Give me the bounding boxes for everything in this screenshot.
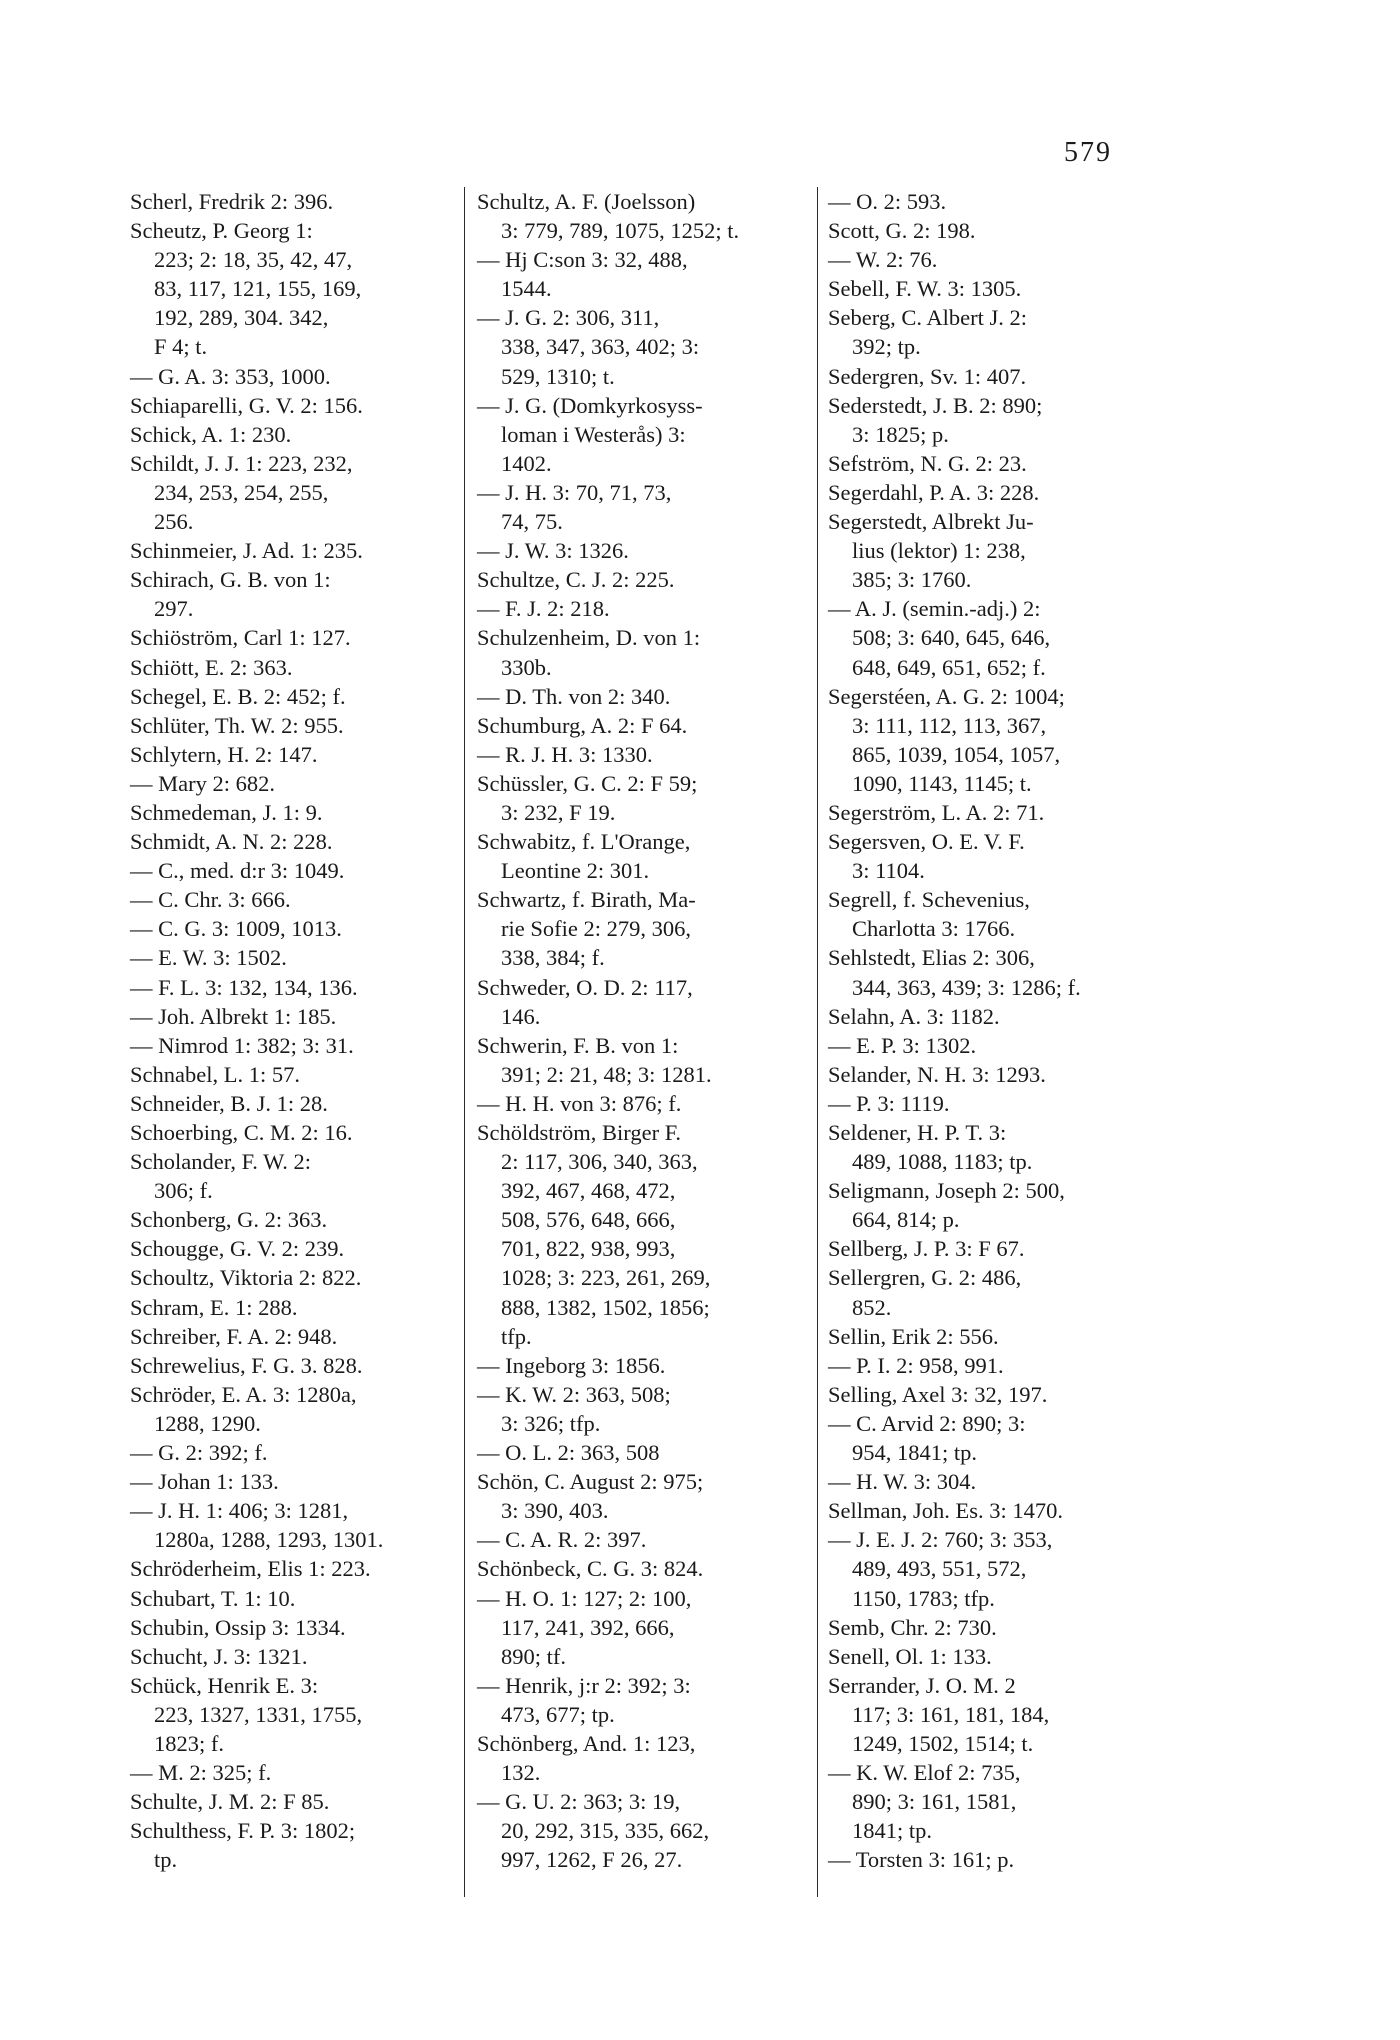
index-entry-continuation: 852.	[852, 1294, 892, 1320]
index-entry-continuation: 20, 292, 315, 335, 662,	[501, 1818, 710, 1844]
index-entry: Schüssler, G. C. 2: F 59;	[477, 770, 698, 796]
index-entry: — C., med. d:r 3: 1049.	[130, 858, 345, 884]
index-entry-continuation: 489, 493, 551, 572,	[852, 1556, 1027, 1582]
index-entry-continuation: 1841; tp.	[852, 1818, 933, 1844]
index-entry: — A. J. (semin.-adj.) 2:	[828, 596, 1041, 622]
index-entry-continuation: tp.	[154, 1847, 178, 1873]
index-entry: — Johan 1: 133.	[130, 1469, 279, 1495]
index-entry-continuation: 1249, 1502, 1514; t.	[852, 1730, 1034, 1756]
index-entry-continuation: 2: 117, 306, 340, 363,	[501, 1149, 698, 1175]
index-entry-continuation: 888, 1382, 1502, 1856;	[501, 1294, 710, 1320]
index-entry: Selahn, A. 3: 1182.	[828, 1003, 1000, 1029]
index-entry: — C. Arvid 2: 890; 3:	[828, 1410, 1026, 1436]
index-entry: Seligmann, Joseph 2: 500,	[828, 1178, 1065, 1204]
index-entry: — Hj C:son 3: 32, 488,	[477, 247, 688, 273]
index-entry-continuation: 701, 822, 938, 993,	[501, 1236, 676, 1262]
index-entry: Schegel, E. B. 2: 452; f.	[130, 683, 346, 709]
index-entry-continuation: 392; tp.	[852, 334, 921, 360]
index-entry: Sehlstedt, Elias 2: 306,	[828, 945, 1035, 971]
index-entry-continuation: 997, 1262, F 26, 27.	[501, 1847, 683, 1873]
page-number: 579	[1064, 137, 1112, 168]
index-entry: Sebell, F. W. 3: 1305.	[828, 276, 1022, 302]
index-entry-continuation: 1280a, 1288, 1293, 1301.	[154, 1527, 384, 1553]
index-entry: Schöldström, Birger F.	[477, 1120, 682, 1145]
index-entry: — P. 3: 1119.	[828, 1090, 950, 1116]
index-entry: Sellergren, G. 2: 486,	[828, 1265, 1022, 1291]
index-entry: — M. 2: 325; f.	[130, 1760, 272, 1786]
index-entry-continuation: 3: 232, F 19.	[501, 799, 616, 825]
index-entry: — P. I. 2: 958, 991.	[828, 1352, 1004, 1378]
index-entry: — D. Th. von 2: 340.	[477, 683, 671, 709]
index-entry: Scholander, F. W. 2:	[130, 1149, 312, 1175]
index-entry: Schlüter, Th. W. 2: 955.	[130, 712, 344, 738]
index-entry: Segrell, f. Schevenius,	[828, 887, 1030, 913]
index-entry: Seldener, H. P. T. 3:	[828, 1120, 1007, 1145]
index-entry: — G. U. 2: 363; 3: 19,	[477, 1789, 681, 1815]
index-entry: Schultz, A. F. (Joelsson)	[477, 189, 696, 214]
index-entry-continuation: tfp.	[501, 1323, 532, 1349]
index-entry: — G. A. 3: 353, 1000.	[130, 363, 331, 389]
index-entry: Sederstedt, J. B. 2: 890;	[828, 392, 1043, 418]
index-entry-continuation: 338, 347, 363, 402; 3:	[501, 334, 700, 360]
index-column-2	[477, 187, 807, 1874]
index-entry-continuation: F 4; t.	[154, 334, 208, 360]
index-entry: Schröderheim, Elis 1: 223.	[130, 1556, 371, 1582]
index-entry: Schnabel, L. 1: 57.	[130, 1061, 300, 1087]
index-entry-continuation: 338, 384; f.	[501, 945, 605, 971]
index-entry: Segerström, L. A. 2: 71.	[828, 799, 1045, 825]
index-entry-continuation: 1028; 3: 223, 261, 269,	[501, 1265, 711, 1291]
index-entry: Senell, Ol. 1: 133.	[828, 1643, 992, 1669]
index-entry: Schön, C. August 2: 975;	[477, 1469, 704, 1495]
index-entry: — C. A. R. 2: 397.	[477, 1527, 647, 1553]
index-entry-continuation: 3: 111, 112, 113, 367,	[852, 712, 1047, 738]
index-entry: — J. H. 1: 406; 3: 1281,	[130, 1498, 349, 1524]
index-entry: — F. L. 3: 132, 134, 136.	[130, 974, 358, 1000]
index-entry-continuation: 344, 363, 439; 3: 1286; f.	[852, 974, 1081, 1000]
index-entry: Schwabitz, f. L'Orange,	[477, 829, 691, 855]
index-entry: Schoultz, Viktoria 2: 822.	[130, 1265, 362, 1291]
index-entry-continuation: 489, 1088, 1183; tp.	[852, 1149, 1033, 1175]
index-entry: Schinmeier, J. Ad. 1: 235.	[130, 538, 363, 564]
index-entry-continuation: 146.	[501, 1003, 541, 1029]
index-entry: — H. O. 1: 127; 2: 100,	[477, 1585, 692, 1611]
index-entry: — Henrik, j:r 2: 392; 3:	[477, 1672, 691, 1698]
index-entry-continuation: 117, 241, 392, 666,	[501, 1614, 675, 1640]
index-entry: — O. 2: 593.	[828, 189, 947, 214]
index-entry-continuation: 223; 2: 18, 35, 42, 47,	[154, 247, 353, 273]
index-entry: Schirach, G. B. von 1:	[130, 567, 331, 593]
index-column-1	[130, 187, 457, 1874]
column-divider	[817, 187, 818, 1897]
index-entry: — H. W. 3: 304.	[828, 1469, 977, 1495]
index-entry-continuation: 890; 3: 161, 1581,	[852, 1789, 1017, 1815]
index-entry: Scherl, Fredrik 2: 396.	[130, 189, 334, 214]
index-entry: Schneider, B. J. 1: 28.	[130, 1090, 328, 1116]
index-entry-continuation: 1090, 1143, 1145; t.	[852, 770, 1032, 796]
index-entry: Segerstéen, A. G. 2: 1004;	[828, 683, 1065, 709]
index-entry: Sefström, N. G. 2: 23.	[828, 450, 1027, 476]
index-entry: — O. L. 2: 363, 508	[477, 1440, 660, 1466]
index-column-3	[828, 187, 1163, 1874]
index-entry: Schiött, E. 2: 363.	[130, 654, 293, 680]
index-entry: Schick, A. 1: 230.	[130, 421, 292, 447]
index-entry: Segersven, O. E. V. F.	[828, 829, 1025, 855]
index-entry-continuation: 508, 576, 648, 666,	[501, 1207, 676, 1233]
index-entry-continuation: 132.	[501, 1760, 541, 1786]
index-entry: Schrewelius, F. G. 3. 828.	[130, 1352, 363, 1378]
column-divider	[464, 187, 465, 1897]
index-entry: Selling, Axel 3: 32, 197.	[828, 1381, 1048, 1407]
index-entry: — Nimrod 1: 382; 3: 31.	[130, 1032, 354, 1058]
index-entry: — H. H. von 3: 876; f.	[477, 1090, 682, 1116]
index-entry: — R. J. H. 3: 1330.	[477, 741, 653, 767]
index-entry-continuation: 1823; f.	[154, 1730, 224, 1756]
index-entry: Schreiber, F. A. 2: 948.	[130, 1323, 338, 1349]
index-entry-continuation: 234, 253, 254, 255,	[154, 479, 329, 505]
index-entry: — G. 2: 392; f.	[130, 1440, 268, 1466]
index-entry: — Ingeborg 3: 1856.	[477, 1352, 666, 1378]
index-entry: — E. P. 3: 1302.	[828, 1032, 977, 1058]
index-entry: Schlytern, H. 2: 147.	[130, 741, 318, 767]
index-entry-continuation: 1150, 1783; tfp.	[852, 1585, 995, 1611]
index-entry: Sedergren, Sv. 1: 407.	[828, 363, 1027, 389]
index-entry: Schweder, O. D. 2: 117,	[477, 974, 693, 1000]
index-entry-continuation: 529, 1310; t.	[501, 363, 615, 389]
index-entry-continuation: 1544.	[501, 276, 552, 302]
index-entry: Serrander, J. O. M. 2	[828, 1672, 1016, 1698]
index-entry: — K. W. 2: 363, 508;	[477, 1381, 671, 1407]
index-entry-continuation: loman i Westerås) 3:	[501, 421, 686, 447]
index-entry: Schubart, T. 1: 10.	[130, 1585, 296, 1611]
index-entry-continuation: 1402.	[501, 450, 552, 476]
index-entry: Schulthess, F. P. 3: 1802;	[130, 1818, 356, 1844]
index-entry: Schmidt, A. N. 2: 228.	[130, 829, 333, 855]
index-entry: Semb, Chr. 2: 730.	[828, 1614, 997, 1640]
index-entry: — C. G. 3: 1009, 1013.	[130, 916, 342, 942]
index-entry: Schönberg, And. 1: 123,	[477, 1730, 696, 1756]
index-entry-continuation: lius (lektor) 1: 238,	[852, 538, 1026, 564]
index-entry: Schucht, J. 3: 1321.	[130, 1643, 308, 1669]
index-entry-continuation: 330b.	[501, 654, 552, 680]
index-entry: Seberg, C. Albert J. 2:	[828, 305, 1027, 331]
index-entry-continuation: 256.	[154, 509, 194, 535]
index-entry: Schildt, J. J. 1: 223, 232,	[130, 450, 353, 476]
index-entry: Schulte, J. M. 2: F 85.	[130, 1789, 330, 1815]
index-entry-continuation: 3: 390, 403.	[501, 1498, 609, 1524]
index-entry: Schoerbing, C. M. 2: 16.	[130, 1120, 353, 1145]
index-entry: — J. G. 2: 306, 311,	[477, 305, 660, 331]
index-entry-continuation: 890; tf.	[501, 1643, 566, 1669]
index-entry-continuation: 3: 1825; p.	[852, 421, 949, 447]
index-entry-continuation: 392, 467, 468, 472,	[501, 1178, 676, 1204]
index-entry-continuation: Charlotta 3: 1766.	[852, 916, 1016, 942]
index-entry-continuation: 117; 3: 161, 181, 184,	[852, 1701, 1050, 1727]
index-entry-continuation: 508; 3: 640, 645, 646,	[852, 625, 1051, 651]
index-entry-continuation: 83, 117, 121, 155, 169,	[154, 276, 362, 302]
index-entry-continuation: 385; 3: 1760.	[852, 567, 972, 593]
index-entry: — J. H. 3: 70, 71, 73,	[477, 479, 672, 505]
index-entry-continuation: 473, 677; tp.	[501, 1701, 615, 1727]
index-entry: Sellman, Joh. Es. 3: 1470.	[828, 1498, 1063, 1524]
index-entry-continuation: 648, 649, 651, 652; f.	[852, 654, 1046, 680]
index-entry: Schwerin, F. B. von 1:	[477, 1032, 679, 1058]
index-entry-continuation: 3: 1104.	[852, 858, 925, 884]
index-entry: — Joh. Albrekt 1: 185.	[130, 1003, 337, 1029]
index-entry: Schück, Henrik E. 3:	[130, 1672, 319, 1698]
index-entry-continuation: 3: 779, 789, 1075, 1252; t.	[501, 218, 740, 244]
index-entry: — W. 2: 76.	[828, 247, 938, 273]
index-entry: Schubin, Ossip 3: 1334.	[130, 1614, 346, 1640]
index-entry: Schultze, C. J. 2: 225.	[477, 567, 675, 593]
index-entry: Segerdahl, P. A. 3: 228.	[828, 479, 1040, 505]
index-entry-continuation: 306; f.	[154, 1178, 213, 1204]
index-entry: Schonberg, G. 2: 363.	[130, 1207, 328, 1233]
index-entry: — K. W. Elof 2: 735,	[828, 1760, 1021, 1786]
index-entry: Schiaparelli, G. V. 2: 156.	[130, 392, 363, 418]
index-entry: Schumburg, A. 2: F 64.	[477, 712, 688, 738]
index-entry-continuation: 3: 326; tfp.	[501, 1410, 601, 1436]
index-entry-continuation: 192, 289, 304. 342,	[154, 305, 329, 331]
index-entry-continuation: 954, 1841; tp.	[852, 1440, 978, 1466]
index-entry: Schiöström, Carl 1: 127.	[130, 625, 351, 651]
index-entry: Sellin, Erik 2: 556.	[828, 1323, 999, 1349]
index-entry: Schmedeman, J. 1: 9.	[130, 799, 323, 825]
index-entry: — C. Chr. 3: 666.	[130, 887, 291, 913]
index-entry: Schougge, G. V. 2: 239.	[130, 1236, 345, 1262]
index-entry: — E. W. 3: 1502.	[130, 945, 287, 971]
index-entry-continuation: 1288, 1290.	[154, 1410, 261, 1436]
index-entry: Schröder, E. A. 3: 1280a,	[130, 1381, 357, 1407]
index-entry-continuation: 297.	[154, 596, 194, 622]
index-entry: — F. J. 2: 218.	[477, 596, 610, 622]
index-entry: Sellberg, J. P. 3: F 67.	[828, 1236, 1025, 1262]
index-entry: Scheutz, P. Georg 1:	[130, 218, 313, 244]
index-entry: — Mary 2: 682.	[130, 770, 275, 796]
index-entry: Schönbeck, C. G. 3: 824.	[477, 1556, 704, 1582]
index-entry: — J. W. 3: 1326.	[477, 538, 629, 564]
index-entry: Schram, E. 1: 288.	[130, 1294, 298, 1320]
index-entry-continuation: 74, 75.	[501, 509, 563, 535]
index-entry: Scott, G. 2: 198.	[828, 218, 976, 244]
index-entry-continuation: Leontine 2: 301.	[501, 858, 650, 884]
index-entry: Schulzenheim, D. von 1:	[477, 625, 701, 651]
index-entry-continuation: 223, 1327, 1331, 1755,	[154, 1701, 363, 1727]
index-entry-continuation: 391; 2: 21, 48; 3: 1281.	[501, 1061, 712, 1087]
index-entry-continuation: 664, 814; p.	[852, 1207, 960, 1233]
index-entry-continuation: 865, 1039, 1054, 1057,	[852, 741, 1061, 767]
index-entry: — Torsten 3: 161; p.	[828, 1847, 1015, 1873]
index-entry: — J. E. J. 2: 760; 3: 353,	[828, 1527, 1053, 1553]
index-entry: — J. G. (Domkyrkosyss-	[477, 392, 703, 418]
index-entry: Selander, N. H. 3: 1293.	[828, 1061, 1046, 1087]
index-entry: Segerstedt, Albrekt Ju-	[828, 509, 1034, 535]
index-entry-continuation: rie Sofie 2: 279, 306,	[501, 916, 691, 942]
index-entry: Schwartz, f. Birath, Ma-	[477, 887, 696, 913]
